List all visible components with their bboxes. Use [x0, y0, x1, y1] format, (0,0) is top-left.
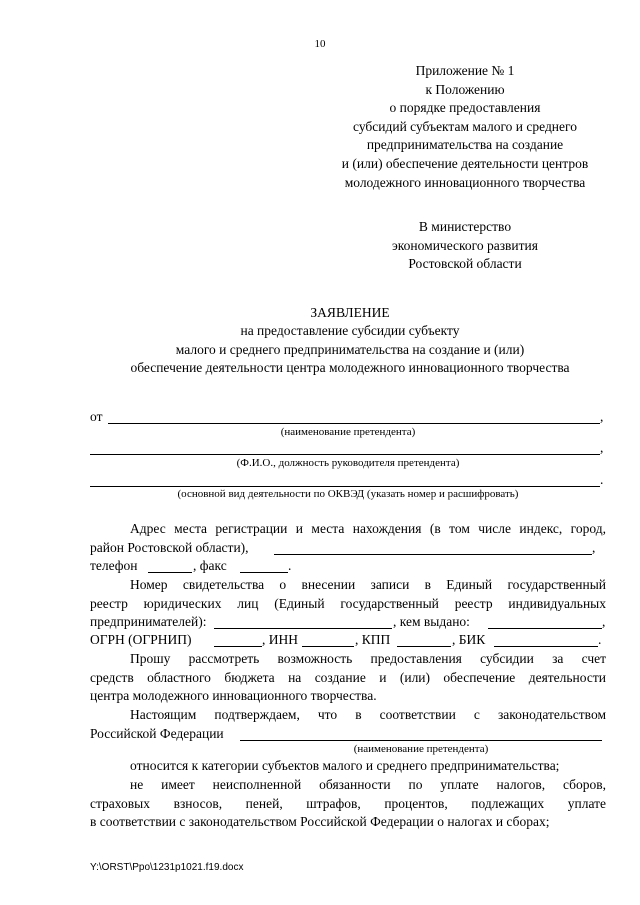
debt-line-1: не имеет неисполненной обязанности по уплате налогов, сборов,: [130, 777, 606, 792]
annex-block: [330, 62, 600, 192]
category-line: относится к категории субъектов малого и среднего предпринимательства;: [130, 758, 560, 773]
okved-field[interactable]: [90, 486, 600, 487]
fax-field[interactable]: [240, 572, 288, 573]
confirm-line-2: [90, 726, 606, 742]
ogrn-label: ОГРН (ОГРНИП): [90, 632, 192, 647]
comma: ,: [592, 540, 596, 555]
confirm-label: Российской Федерации: [90, 726, 224, 741]
cert-line-1: Номер свидетельства о внесении записи в Единый государственный: [130, 577, 606, 592]
applicant-name-field[interactable]: [108, 423, 600, 424]
period: .: [288, 558, 292, 573]
address-line-1: Адрес места регистрации и места нахождения (в том числе индекс, город,: [130, 521, 606, 536]
bik-field[interactable]: [494, 646, 598, 647]
title-heading: ЗАЯВЛЕНИЕ: [310, 305, 390, 320]
request-line-3: центра молодежного инновационного творчества.: [90, 688, 377, 703]
comma: ,: [600, 409, 604, 424]
issued-by-field[interactable]: [488, 628, 602, 629]
caption-okved: (основной вид деятельности по ОКВЭД (указать номер и расшифровать): [177, 488, 519, 500]
inn-field[interactable]: [302, 646, 354, 647]
address-line-2: [90, 540, 606, 556]
cert-line-2: реестр юридических лиц (Единый государственный реестр индивидуальных: [90, 596, 606, 611]
confirm-line-1: Настоящим подтверждаем, что в соответствии с законодательством: [130, 707, 606, 722]
cert-number-field[interactable]: [214, 628, 392, 629]
caption-head-name: (Ф.И.О., должность руководителя претендента): [236, 457, 460, 469]
from-label: от: [90, 409, 103, 424]
comma: ,: [600, 440, 604, 455]
cert-line-3: [90, 614, 606, 630]
fax-label: , факс: [193, 558, 227, 573]
annex-line: и (или) обеспечение деятельности центров: [341, 155, 589, 171]
inn-label: , ИНН: [262, 632, 298, 647]
title-line: на предоставление субсидии субъекту: [240, 323, 460, 339]
period: .: [598, 632, 602, 647]
head-name-field[interactable]: [90, 454, 600, 455]
document-title: [60, 304, 640, 378]
applicant-name-row: [90, 409, 606, 425]
cert-label: предпринимателей):: [90, 614, 207, 629]
phone-label: телефон: [90, 558, 138, 573]
page-number: 10: [314, 38, 326, 50]
title-line: малого и среднего предпринимательства на создание и (или): [175, 341, 525, 357]
kpp-label: , КПП: [355, 632, 391, 647]
caption-applicant-name: (наименование претендента): [280, 426, 416, 438]
request-line-2: средств областного бюджета на создание и (или) обеспечение деятельности: [90, 670, 606, 685]
annex-line: Приложение № 1: [415, 63, 515, 78]
annex-line: о порядке предоставления: [389, 100, 541, 116]
addressee-block: [330, 218, 600, 274]
addressee-line: В министерство: [418, 219, 512, 234]
annex-line: субсидий субъектам малого и среднего: [353, 118, 577, 134]
debt-line-3: в соответствии с законодательством Российской Федерации о налогах и сборах;: [90, 814, 550, 829]
period: .: [600, 472, 604, 487]
confirm-name-field[interactable]: [240, 740, 602, 741]
caption-confirm-name: (наименование претендента): [353, 743, 489, 755]
request-line-1: Прошу рассмотреть возможность предоставления субсидии за счет: [130, 651, 606, 666]
debt-line-2: страховых взносов, пеней, штрафов, процентов, подлежащих уплате: [90, 796, 606, 811]
issued-by-label: , кем выдано:: [393, 614, 470, 629]
annex-line: предпринимательства на создание: [366, 137, 564, 153]
kpp-field[interactable]: [397, 646, 451, 647]
title-line: обеспечение деятельности центра молодежного инновационного творчества: [130, 360, 570, 376]
address-label: район Ростовской области),: [90, 540, 249, 555]
bik-label: , БИК: [452, 632, 486, 647]
phone-fax-row: [90, 558, 606, 574]
comma: ,: [602, 614, 606, 629]
addressee-line: экономического развития: [392, 237, 538, 253]
phone-field[interactable]: [148, 572, 192, 573]
annex-line: молодежного инновационного творчества: [344, 174, 586, 190]
file-path-footer: Y:\ORST\Ppo\1231p1021.f19.docx: [90, 862, 244, 873]
registration-codes-row: [90, 632, 606, 648]
address-field[interactable]: [274, 554, 592, 555]
ogrn-field[interactable]: [214, 646, 262, 647]
addressee-line: Ростовской области: [408, 256, 522, 272]
annex-line: к Положению: [425, 81, 505, 97]
